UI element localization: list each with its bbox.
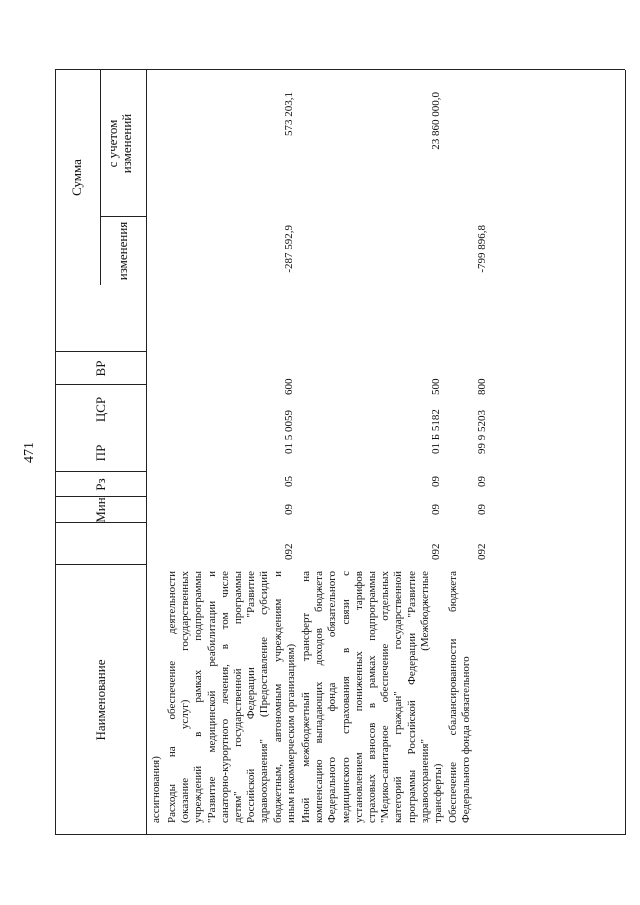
row-3-vr: 800 <box>476 378 488 395</box>
sum-subheader-border <box>100 70 101 285</box>
row-1-with-change: 573 203,1 <box>283 92 295 136</box>
page-number: 471 <box>22 442 37 463</box>
header-min: Мин <box>93 497 108 523</box>
table-top-border <box>55 70 56 835</box>
row-2-vr: 500 <box>430 378 442 395</box>
row-3-csr: 99 9 5203 <box>476 410 488 454</box>
header-with-change-2: изменений <box>119 113 134 174</box>
row-2-name: Иной межбюджетный трансферт на компенсацию выпадающих доходов бюджета Федерального фонда обязательного медицинского страхования в связи с установлением пониженных тарифов страховых взносов в рамках подпрограммы "Медико-санитарное обеспечение отдельных категорий граждан" государственной программы Российской Федерации "Развитие здравоохранения" (Межбюджетные трансферты) <box>300 571 445 823</box>
header-pr: ПР <box>93 444 108 462</box>
table-bottom-border <box>625 70 626 835</box>
header-bottom-border <box>146 70 147 835</box>
header-sum: Сумма <box>69 159 84 196</box>
header-with-change-1: с учетом <box>105 119 120 168</box>
row-2-with-change: 23 860 000,0 <box>430 92 442 150</box>
header-vr: ВР <box>93 360 108 377</box>
row-2-csr: 01 Б 5182 <box>430 409 442 454</box>
row-3-rz: 09 <box>476 504 488 515</box>
row-1-pr: 05 <box>283 476 295 487</box>
header-csr: ЦСР <box>93 396 108 423</box>
header-change: изменения <box>115 221 130 281</box>
col-border-right <box>55 69 625 70</box>
row-1-rz: 09 <box>283 504 295 515</box>
row-3-pr: 09 <box>476 476 488 487</box>
row-1-min: 092 <box>283 543 295 560</box>
header-name: Наименование <box>93 659 108 741</box>
header-rz: Рз <box>93 478 108 491</box>
col-border-left <box>55 834 625 835</box>
row-3-change: -799 896,8 <box>476 225 488 273</box>
row-1-change: -287 592,9 <box>283 225 295 273</box>
row-3-name: Обеспечение сбалансированности бюджета Федерального фонда обязательного <box>447 571 473 823</box>
row-1-csr: 01 5 0059 <box>283 410 295 454</box>
row-1-vr: 600 <box>283 378 295 395</box>
continuation-text: ассигнования) <box>150 756 162 823</box>
row-3-min: 092 <box>476 543 488 560</box>
row-2-rz: 09 <box>430 504 442 515</box>
row-1-name: Расходы на обеспечение деятельности (оказание услуг) государственных учреждений в рамках подпрограммы "Развитие медицинской реабилитации и санаторно-курортного лечения, в том числе детям" государственной программы Российской Федерации "Развитие здравоохранения" (Предоставление субсидий бюджетным, автономным учреждениям и иным некоммерческим организациям) <box>166 571 297 823</box>
row-2-min: 092 <box>430 543 442 560</box>
row-2-pr: 09 <box>430 476 442 487</box>
